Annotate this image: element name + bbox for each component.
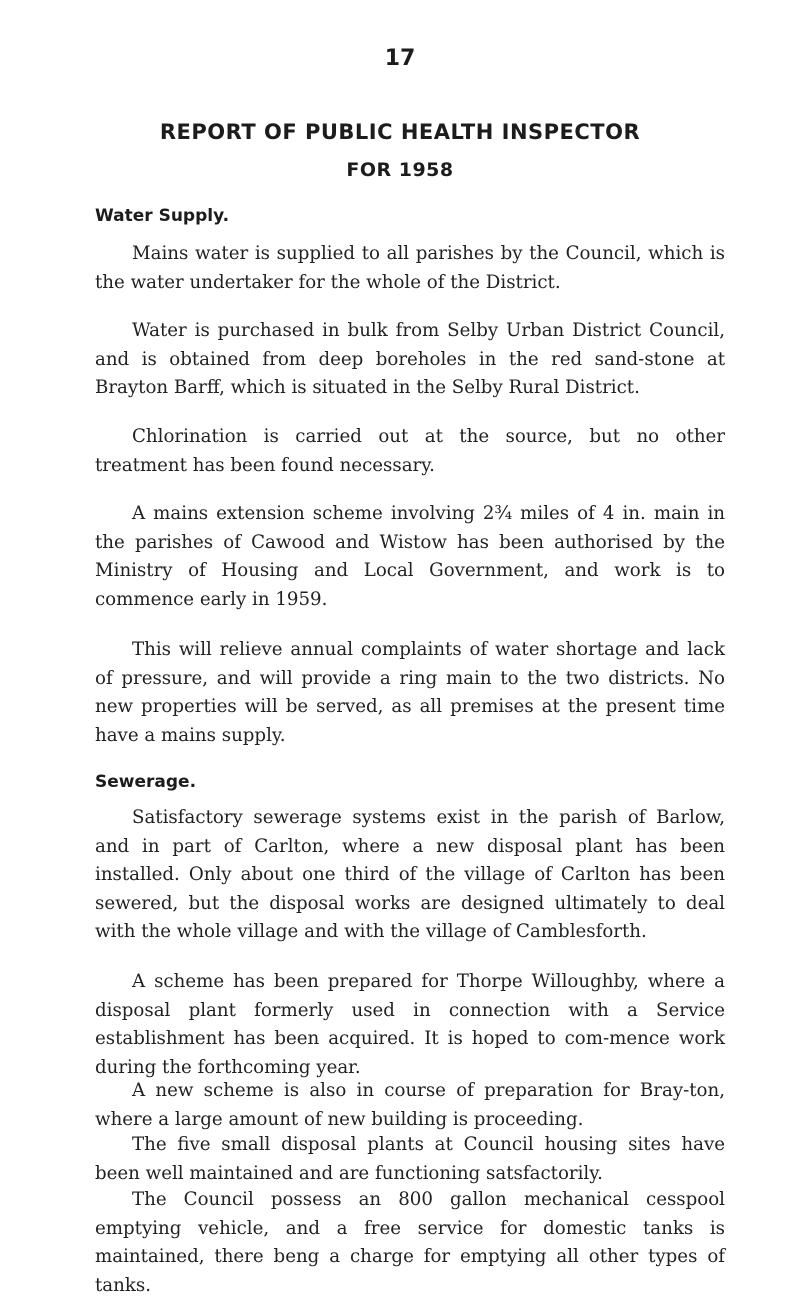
paragraph: A new scheme is also in course of preparation for Bray-ton, where a large amount of new building is proceeding. xyxy=(95,1080,725,1130)
paragraph: A scheme has been prepared for Thorpe Willoughby, where a disposal plant formerly used in connection with a Service establishment has been acquired. It is hoped to com-mence work during the forthcoming year. xyxy=(95,971,725,1078)
paragraph: The five small disposal plants at Council housing sites have been well maintained and are functioning satsfactorily. xyxy=(95,1134,725,1184)
page-number: 17 xyxy=(384,46,416,71)
paragraph: A mains extension scheme involving 2¾ miles of 4 in. main in the parishes of Cawood and Wistow has been authorised by the Ministry of Housing and Local Government, and work is to commence early in 1959. xyxy=(95,503,725,610)
report-title: REPORT OF PUBLIC HEALTH INSPECTOR xyxy=(159,120,641,144)
paragraph: The Council possess an 800 gallon mechanical cesspool emptying vehicle, and a free service for domestic tanks is maintained, there beng a charge for emptying all other types of tanks. xyxy=(95,1189,725,1296)
paragraph: Water is purchased in bulk from Selby Urban District Council, and is obtained from deep boreholes in the red sand-stone at Brayton Barff, which is situated in the Selby Rural District. xyxy=(95,320,725,398)
paragraph: Chlorination is carried out at the source, but no other treatment has been found necessary. xyxy=(95,426,725,476)
paragraph: Satisfactory sewerage systems exist in the parish of Barlow, and in part of Carlton, where a new disposal plant has been installed. Only about one third of the village of Carlton has been sewered, but the disposal works are designed ultimately to deal with the whole village and with the village of Camblesforth. xyxy=(95,807,725,942)
section-heading-water-supply: Water Supply. xyxy=(95,206,230,226)
paragraph: Mains water is supplied to all parishes by the Council, which is the water undertaker for the whole of the District. xyxy=(95,243,725,293)
section-heading-sewerage: Sewerage. xyxy=(95,772,197,792)
report-year: FOR 1958 xyxy=(346,159,454,181)
paragraph: This will relieve annual complaints of water shortage and lack of pressure, and will provide a ring main to the two districts. No new properties will be served, as all premises at the present time have a mains supply. xyxy=(95,639,725,746)
